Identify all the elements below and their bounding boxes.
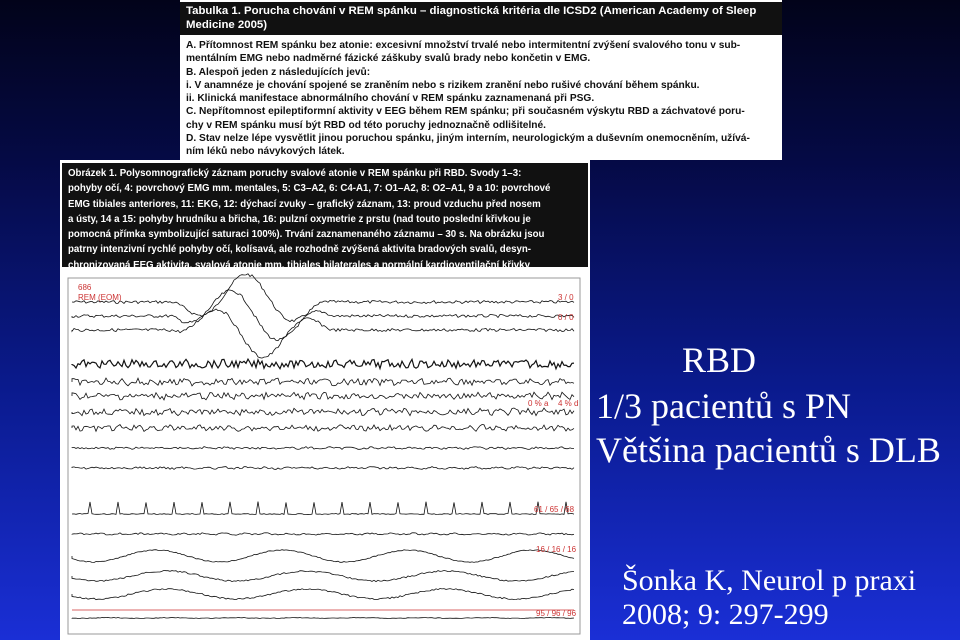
eeg-trace <box>72 378 574 386</box>
citation-line-1: Šonka K, Neurol p praxi <box>622 564 917 597</box>
citation-line-2: 2008; 9: 297-299 <box>622 598 829 631</box>
diagnostic-criteria-table <box>180 0 782 160</box>
table-line: chy v REM spánku musí být RBD od této poruchy jednoznačně odlišitelné. <box>186 119 547 131</box>
text-dlb-patients: Většina pacientů s DLB <box>596 430 941 470</box>
plot-label-top-number: 686 <box>78 283 92 292</box>
breath-sound-trace <box>72 533 574 535</box>
airflow-trace <box>72 550 574 563</box>
table-line: A. Přítomnost REM spánku bez atonie: excesivní množství trvalé nebo intermitentní zvýšení svalového tonu v sub- <box>186 40 741 51</box>
table-line: mentálním EMG nebo nadměrné fázické záškuby svalů brady nebo končetin v EMG. <box>186 53 591 65</box>
text-pn-patients: 1/3 pacientů s PN <box>596 386 851 426</box>
plot-label-1: 3 / 0 <box>558 293 574 302</box>
table-line: C. Nepřítomnost epileptiformní aktivity v EEG během REM spánku; při současném výskytu RBD a záchvatové poru- <box>186 106 745 118</box>
table-line: D. Stav nelze lépe vysvětlit jinou poruchou spánku, jiným interním, neurologickým a duševním onemocněním, užívá- <box>186 133 750 145</box>
figure-caption <box>62 163 588 271</box>
heading-rbd: RBD <box>682 340 757 380</box>
caption-line: pomocná přímka symbolizující saturaci 100%). Trvání zaznamenaného záznamu – 30 s. Na obrázku jsou <box>68 229 545 241</box>
table-line: ním léků nebo návykových látek. <box>186 146 345 158</box>
caption-line: chronizovaná EEG aktivita, svalová atonie mm. tibiales bilaterales a normální kardioventilační křivky <box>68 259 530 271</box>
table-line: ii. Klinická manifestace abnormálního chování v REM spánku zaznamenaná při PSG. <box>186 93 595 105</box>
plot-label-4: 61 / 65 / 68 <box>534 505 575 514</box>
caption-line: patrny intenzivní rychlé pohyby očí, kolísavá, ale rozhodně zvýšená aktivita bradových svalů, desyn- <box>68 244 532 256</box>
chin-emg-trace <box>72 359 574 369</box>
polysomnography-recording <box>62 272 588 638</box>
eeg-trace <box>72 392 574 400</box>
plot-label-3b: 4 % d <box>558 399 579 408</box>
table-line: i. V anamnéze je chování spojené se zraněním nebo s rizikem zranění nebo rušivé chování během spánku. <box>186 79 700 91</box>
plot-label-3a: 0 % a <box>528 399 549 408</box>
tibialis-emg-trace <box>72 467 574 470</box>
eeg-trace <box>72 408 574 416</box>
caption-line: a ústy, 14 a 15: pohyby hrudníku a břicha, 16: pulzní oxymetrie z prstu (nad touto poslední křivkou je <box>68 213 531 225</box>
plot-label-6: 95 / 96 / 96 <box>536 609 577 618</box>
plot-label-rem: REM (EOM) <box>78 293 122 302</box>
psg-traces <box>62 272 588 638</box>
thorax-trace <box>72 570 574 581</box>
caption-line: pohyby očí, 4: povrchový EMG mm. mentales, 5: C3–A2, 6: C4-A1, 7: O1–A2, 8: O2–A1, 9 a 10: povrchové <box>68 183 551 195</box>
plot-label-5: 16 / 16 / 16 <box>536 545 577 554</box>
eye-movement-trace <box>72 274 574 322</box>
ekg-trace <box>72 502 574 515</box>
eeg-trace <box>72 425 574 432</box>
eye-movement-trace <box>72 290 574 341</box>
plot-label-2: 0 / 0 <box>558 313 574 322</box>
caption-line: Obrázek 1. Polysomnografický záznam poruchy svalové atonie v REM spánku při RBD. Svody 1–3: <box>68 168 522 179</box>
oximetry-trace <box>72 617 574 618</box>
caption-line: EMG tibiales anteriores, 11: EKG, 12: dýchací zvuky – grafický záznam, 13: proud vzduchu před nosem <box>68 198 541 210</box>
abdomen-trace <box>72 589 574 600</box>
tibialis-emg-trace <box>72 447 574 450</box>
table-title: Tabulka 1. Porucha chování v REM spánku – diagnostická kritéria dle ICSD2 (American Academy of Sleep Medicine 2005) <box>180 2 782 35</box>
table-line: B. Alespoň jeden z následujících jevů: <box>186 66 371 78</box>
